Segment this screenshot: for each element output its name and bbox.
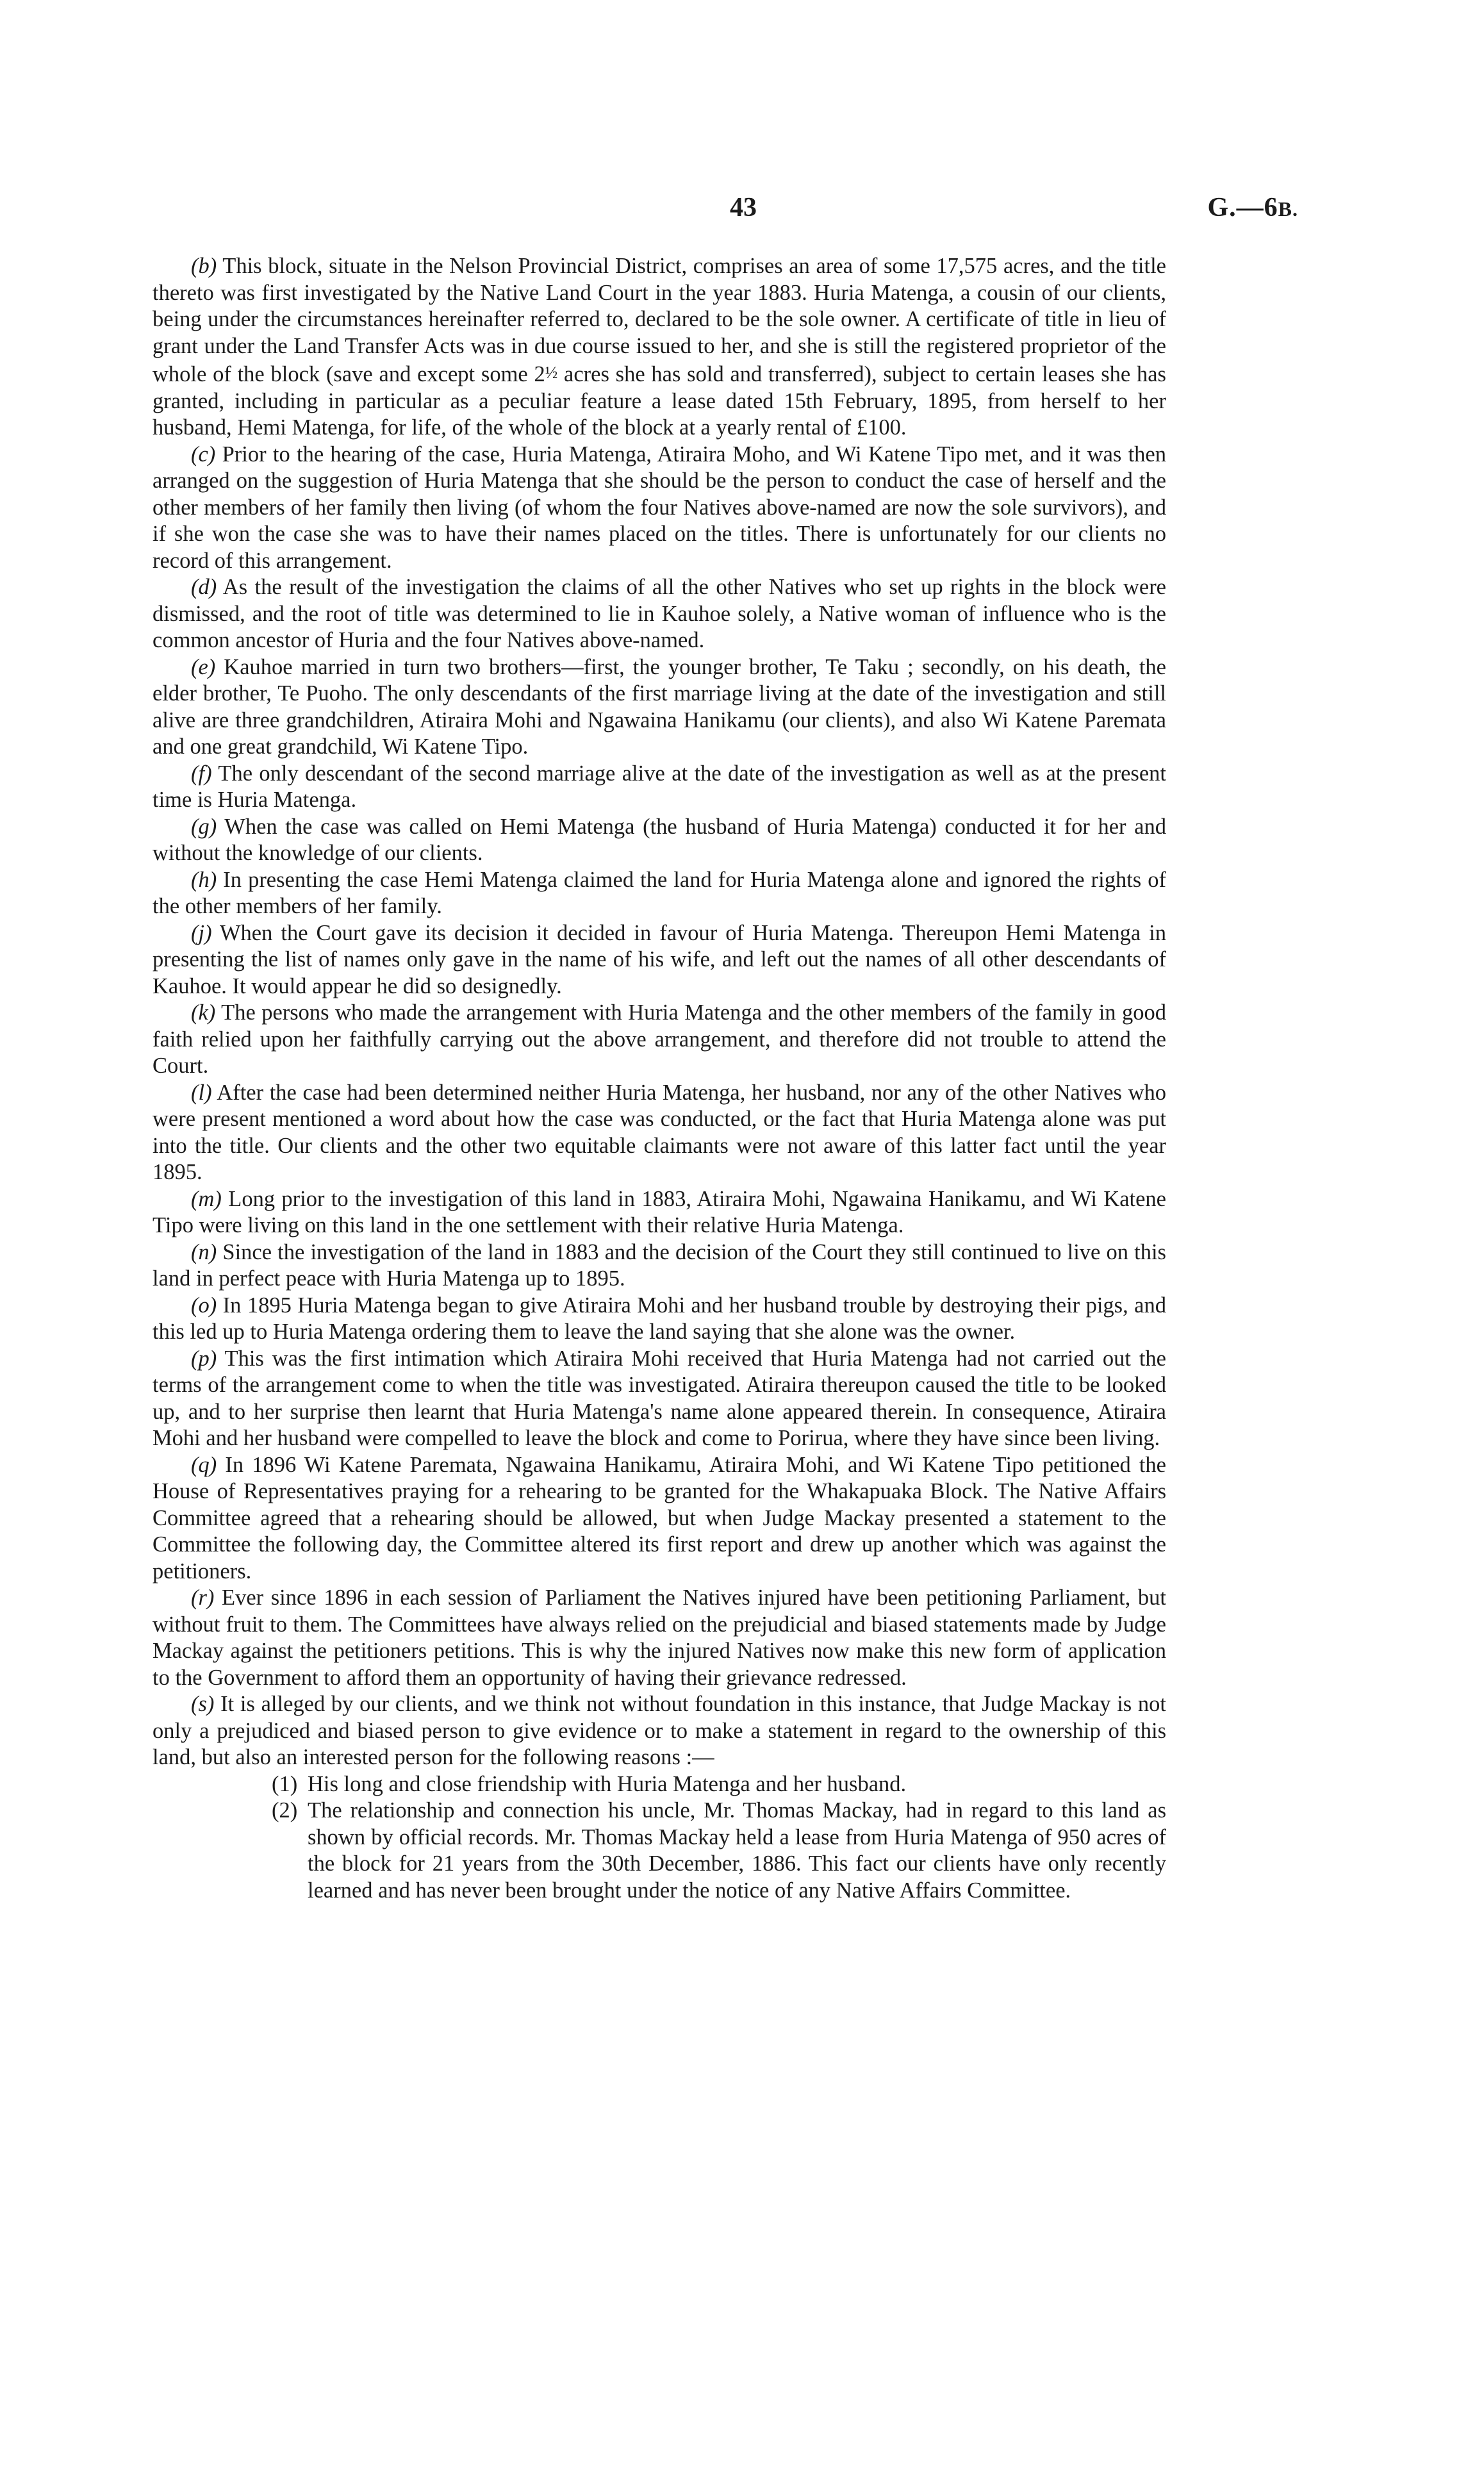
paragraph-text: Long prior to the investigation of this land in 1883, Atiraira Mohi, Ngawaina Hanikamu, and Wi Katene Tipo were living on this land in the one settlement with their relative Huria Matenga. xyxy=(153,1186,1166,1237)
paragraph-label: (c) xyxy=(191,442,216,467)
paragraph-s xyxy=(153,1691,1166,1771)
document-code xyxy=(1207,192,1298,223)
paragraph-r xyxy=(153,1585,1166,1691)
paragraph-label: (p) xyxy=(191,1346,217,1371)
paragraph-label: (e) xyxy=(191,654,216,679)
paragraph-label: (o) xyxy=(191,1293,217,1318)
paragraph-text: acres she has sold and transferred), subject to certain leases she has granted, including in particular as a peculiar feature a lease dated 15th February, 1895, from herself to her husband, Hemi Matenga, for life, of the whole of the block at a yearly rental of £100. xyxy=(153,362,1166,440)
paragraph-text: This block, situate in the Nelson Provincial District, comprises an area of some 17,575 acres, and the title thereto was first investigated by the Native Land Court in the year 1883. Huria Matenga, a cousin of our clients, being under the circumstances hereinafter referred to, declared to be the sole owner. A certificate of title in lieu of grant under the Land Transfer Acts was in due course issued to her, and she is still the registered proprietor of the whole of the block (save and except some 2 xyxy=(153,254,1166,386)
paragraph-label: (n) xyxy=(191,1239,217,1264)
reason-number: (1) xyxy=(272,1771,298,1796)
body-text xyxy=(153,253,1166,1904)
paragraph-text: When the case was called on Hemi Matenga (the husband of Huria Matenga) conducted it for her and without the knowledge of our clients. xyxy=(153,814,1166,865)
paragraph-text: When the Court gave its decision it decided in favour of Huria Matenga. Thereupon Hemi Matenga in presenting the list of names only gave in the name of his wife, and left out the names of all other descendants of Kauhoe. It would appear he did so designedly. xyxy=(153,920,1166,998)
paragraph-text: Since the investigation of the land in 1883 and the decision of the Court they still continued to live on this land in perfect peace with Huria Matenga up to 1895. xyxy=(153,1239,1166,1291)
paragraph-j xyxy=(153,920,1166,1000)
paragraph-q xyxy=(153,1452,1166,1585)
paragraph-label: (l) xyxy=(191,1080,212,1105)
paragraph-label: (j) xyxy=(191,920,212,945)
reason-item-2 xyxy=(211,1798,1166,1904)
document-code-suffix: B. xyxy=(1278,197,1298,220)
paragraph-label: (h) xyxy=(191,867,217,892)
paragraph-p xyxy=(153,1346,1166,1452)
paragraph-h xyxy=(153,867,1166,920)
paragraph-e xyxy=(153,654,1166,761)
paragraph-f xyxy=(153,761,1166,814)
paragraph-m xyxy=(153,1186,1166,1239)
reason-item-1 xyxy=(211,1771,1166,1798)
paragraph-n xyxy=(153,1239,1166,1293)
paragraph-text: In 1896 Wi Katene Paremata, Ngawaina Hanikamu, Atiraira Mohi, and Wi Katene Tipo petitioned the House of Representatives praying for a rehearing to be granted for the Whakapuaka Block. The Native Affairs Committee agreed that a rehearing should be allowed, but when Judge Mackay presented a statement to the Committee the following day, the Committee altered its first report and drew up another which was against the petitioners. xyxy=(153,1452,1166,1584)
paragraph-text: As the result of the investigation the claims of all the other Natives who set up rights in the block were dismissed, and the root of title was determined to lie in Kauhoe solely, a Native woman of influence who is the common ancestor of Huria and the four Natives above-named. xyxy=(153,575,1166,652)
paragraph-text: The persons who made the arrangement with Huria Matenga and the other members of the family in good faith relied upon her faithfully carrying out the above arrangement, and therefore did not trouble to attend the Court. xyxy=(153,1000,1166,1078)
paragraph-k xyxy=(153,1000,1166,1080)
paragraph-label: (q) xyxy=(191,1452,217,1477)
paragraph-label: (f) xyxy=(191,761,212,786)
paragraph-label: (b) xyxy=(191,254,217,278)
document-code-main: G.—6 xyxy=(1207,193,1278,222)
paragraph-text: In presenting the case Hemi Matenga claimed the land for Huria Matenga alone and ignored the rights of the other members of her family. xyxy=(153,867,1166,918)
paragraph-text: Prior to the hearing of the case, Huria Matenga, Atiraira Moho, and Wi Katene Tipo met, and it was then arranged on the suggestion of Huria Matenga that she should be the person to conduct the case of herself and the other members of her family then living (of whom the four Natives above-named are now the sole survivors), and if she won the case she was to have their names placed on the titles. There is unfortunately for our clients no record of this arrangement. xyxy=(153,442,1166,573)
paragraph-c xyxy=(153,442,1166,575)
paragraph-label: (d) xyxy=(191,575,217,599)
paragraph-label: (m) xyxy=(191,1186,222,1211)
paragraph-o xyxy=(153,1293,1166,1346)
paragraph-text: The only descendant of the second marriage alive at the date of the investigation as well as at the present time is Huria Matenga. xyxy=(153,761,1166,812)
reason-text: The relationship and connection his uncle, Mr. Thomas Mackay, had in regard to this land as shown by official records. Mr. Thomas Mackay held a lease from Huria Matenga of 950 acres of the block for 21 years from the 30th December, 1886. This fact our clients have only recently learned and has never been brought under the notice of any Native Affairs Committee. xyxy=(308,1798,1166,1903)
paragraph-text: Ever since 1896 in each session of Parliament the Natives injured have been petitioning Parliament, but without fruit to them. The Committees have always relied on the prejudicial and biased statements made by Judge Mackay against the petitioners petitions. This is why the injured Natives now make this new form of application to the Government to afford them an opportunity of having their grievance redressed. xyxy=(153,1585,1166,1690)
page-number: 43 xyxy=(730,193,757,222)
paragraph-label: (g) xyxy=(191,814,217,839)
paragraph-g xyxy=(153,814,1166,867)
fraction: ½ xyxy=(545,363,558,382)
paragraph-b xyxy=(153,253,1166,442)
paragraph-l xyxy=(153,1080,1166,1186)
paragraph-text: In 1895 Huria Matenga began to give Atiraira Mohi and her husband trouble by destroying their pigs, and this led up to Huria Matenga ordering them to leave the land saying that she alone was the owner. xyxy=(153,1293,1166,1344)
paragraph-text: This was the first intimation which Atiraira Mohi received that Huria Matenga had not carried out the terms of the arrangement come to when the title was investigated. Atiraira thereupon caused the title to be looked up, and to her surprise then learnt that Huria Matenga's name alone appeared therein. In consequence, Atiraira Mohi and her husband were compelled to leave the block and come to Porirua, where they have since been living. xyxy=(153,1346,1166,1450)
paragraph-text: It is alleged by our clients, and we think not without foundation in this instance, that Judge Mackay is not only a prejudiced and biased person to give evidence or to make a statement in regard to the ownership of this land, but also an interested person for the following reasons :— xyxy=(153,1692,1166,1769)
paragraph-text: Kauhoe married in turn two brothers—first, the younger brother, Te Taku ; secondly, on his death, the elder brother, Te Puoho. The only descendants of the first marriage living at the date of the investigation and still alive are three grandchildren, Atiraira Mohi and Ngawaina Hanikamu (our clients), and also Wi Katene Paremata and one great grandchild, Wi Katene Tipo. xyxy=(153,654,1166,759)
reason-number: (2) xyxy=(272,1798,298,1823)
paragraph-text: After the case had been determined neither Huria Matenga, her husband, nor any of the other Natives who were present mentioned a word about how the case was conducted, or the fact that Huria Matenga alone was put into the title. Our clients and the other two equitable claimants were not aware of this latter fact until the year 1895. xyxy=(153,1080,1166,1184)
reason-text: His long and close friendship with Huria Matenga and her husband. xyxy=(308,1771,907,1796)
paragraph-label: (r) xyxy=(191,1585,215,1610)
paragraph-label: (k) xyxy=(191,1000,216,1025)
paragraph-d xyxy=(153,574,1166,654)
paragraph-label: (s) xyxy=(191,1692,215,1716)
